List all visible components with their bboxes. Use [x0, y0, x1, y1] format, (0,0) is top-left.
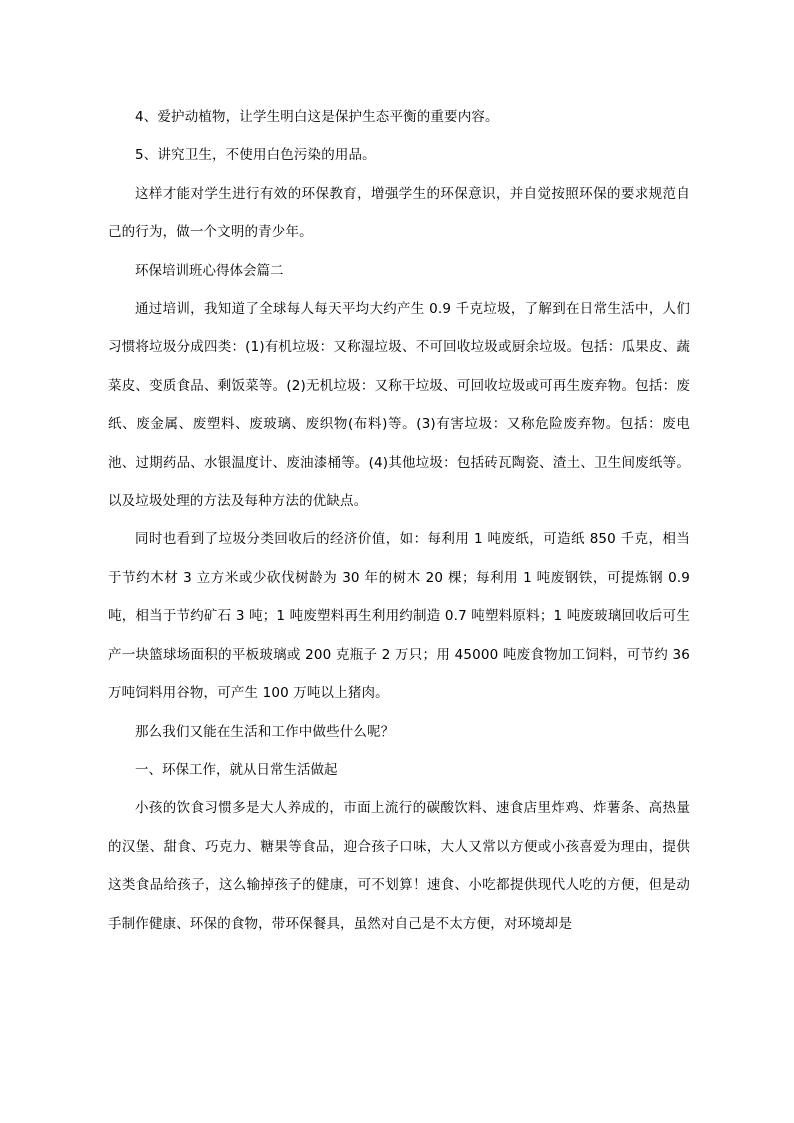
paragraph-question: 那么我们又能在生活和工作中做些什么呢？ [135, 723, 395, 740]
paragraph-daily-life: 小孩的饮食习惯多是大人养成的，市面上流行的碳酸饮料、速食店里炸鸡、炸薯条、高热量的汉堡、甜食、巧克力、糖果等食品，迎合孩子口味，大人又常以方便或小孩喜爱为理由，提供这类食品给孩子，这么输掉孩子的健康，可不划算！速食、小吃都提供现代人吃的方便，但是动手制作健康、环保的食物，带环保餐具，虽然对自己是不太方便，对环境却是 [108, 800, 690, 932]
paragraph-item-4: 4、爱护动植物，让学生明白这是保护生态平衡的重要内容。 [135, 109, 499, 125]
paragraph-economic-value: 同时也看到了垃圾分类回收后的经济价值，如：每利用 1 吨废纸，可造纸 850 千克，相当于节约木材 3 立方米或少砍伐树龄为 30 年的树木 20 棵；每利用 1 吨废钢铁，可提炼钢 0.9 吨，相当于节约矿石 3 吨；1 吨废塑料再生利用约制造 0.7 吨塑料原料；1 吨废玻璃回收后可生产一块篮球场面积的平板玻璃或 200 克瓶子 2 万只；用 45000 吨废食物加工饲料，可节约 36 万吨饲料用谷物，可产生 100 万吨以上猪肉。 [108, 531, 690, 702]
document-body [108, 98, 690, 943]
paragraph-conclusion: 这样才能对学生进行有效的环保教育，增强学生的环保意识，并自觉按照环保的要求规范自己的行为，做一个文明的青少年。 [108, 185, 690, 241]
subsection-heading: 一、环保工作，就从日常生活做起 [135, 761, 338, 778]
paragraph-garbage-classification: 通过培训，我知道了全球每人每天平均大约产生 0.9 千克垃圾，了解到在日常生活中，人们习惯将垃圾分成四类：(1)有机垃圾：又称湿垃圾、不可回收垃圾或厨余垃圾。包括：瓜果皮、蔬菜皮、变质食品、剩饭菜等。(2)无机垃圾：又称干垃圾、可回收垃圾或可再生废弃物。包括：废纸、废金属、废塑料、废玻璃、废织物(布料)等。(3)有害垃圾：又称危险废弃物。包括：废电池、过期药品、水银温度计、废油漆桶等。(4)其他垃圾：包括砖瓦陶瓷、渣土、卫生间废纸等。以及垃圾处理的方法及每种方法的优缺点。 [108, 301, 690, 510]
section-heading: 环保培训班心得体会篇二 [135, 262, 284, 279]
paragraph-item-5: 5、讲究卫生，不使用白色污染的用品。 [135, 147, 376, 164]
